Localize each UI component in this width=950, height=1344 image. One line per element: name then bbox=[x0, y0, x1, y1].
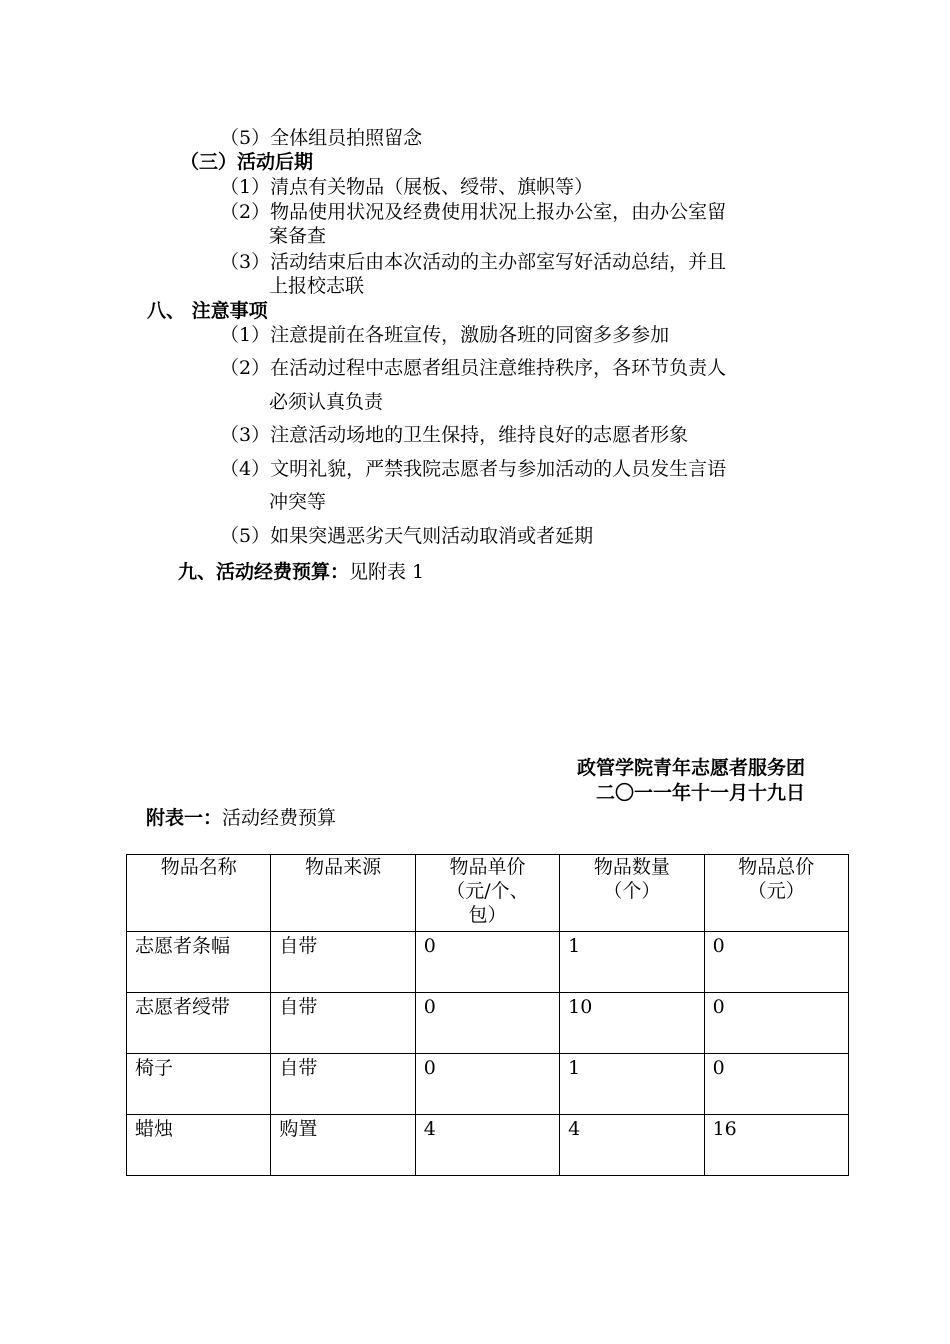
table-row bbox=[127, 993, 849, 1054]
cell-quantity: 1 bbox=[560, 932, 704, 993]
note-1: （1）注意提前在各班宣传，激励各班的同窗多多参加 bbox=[220, 324, 670, 346]
item-2-report-cont: 案备查 bbox=[269, 225, 327, 247]
cell-source: 自带 bbox=[271, 1054, 415, 1115]
appendix-caption: 活动经费预算 bbox=[222, 807, 337, 829]
header-unit-price: 物品单价 （元/个、 包） bbox=[415, 855, 559, 932]
cell-quantity: 1 bbox=[560, 1054, 704, 1115]
header-quantity: 物品数量 （个） bbox=[560, 855, 704, 932]
budget-heading-text: 见附表 1 bbox=[349, 561, 425, 583]
cell-unit-price: 0 bbox=[415, 932, 559, 993]
signature-date: 二〇一一年十一月十九日 bbox=[595, 782, 805, 804]
item-3-summary: （3）活动结束后由本次活动的主办部室写好活动总结，并且 bbox=[220, 251, 727, 273]
note-2: （2）在活动过程中志愿者组员注意维持秩序，各环节负责人 bbox=[220, 357, 727, 379]
cell-unit-price: 0 bbox=[415, 993, 559, 1054]
table-row bbox=[127, 1115, 849, 1176]
table-row bbox=[127, 1054, 849, 1115]
item-5-photo: （5）全体组员拍照留念 bbox=[220, 127, 423, 149]
signature-org: 政管学院青年志愿者服务团 bbox=[576, 757, 805, 779]
note-3: （3）注意活动场地的卫生保持，维持良好的志愿者形象 bbox=[220, 424, 689, 446]
header-item-name: 物品名称 bbox=[127, 855, 271, 932]
table-row bbox=[127, 932, 849, 993]
note-4-cont: 冲突等 bbox=[269, 491, 327, 513]
cell-item-name: 椅子 bbox=[127, 1054, 271, 1115]
item-2-report: （2）物品使用状况及经费使用状况上报办公室，由办公室留 bbox=[220, 201, 727, 223]
item-1-inventory: （1）清点有关物品（展板、绶带、旗帜等） bbox=[220, 176, 594, 198]
cell-quantity: 4 bbox=[560, 1115, 704, 1176]
appendix-label: 附表一： bbox=[146, 807, 223, 829]
cell-unit-price: 0 bbox=[415, 1054, 559, 1115]
cell-quantity: 10 bbox=[560, 993, 704, 1054]
cell-source: 自带 bbox=[271, 993, 415, 1054]
section-heading-budget bbox=[178, 560, 424, 584]
cell-item-name: 志愿者绶带 bbox=[127, 993, 271, 1054]
cell-total: 16 bbox=[704, 1115, 848, 1176]
section-heading-notes: 八、 注意事项 bbox=[147, 300, 268, 322]
header-item-source: 物品来源 bbox=[271, 855, 415, 932]
appendix-title bbox=[146, 806, 336, 830]
budget-table bbox=[126, 854, 849, 1176]
cell-total: 0 bbox=[704, 932, 848, 993]
cell-total: 0 bbox=[704, 993, 848, 1054]
cell-source: 购置 bbox=[271, 1115, 415, 1176]
section-heading-post-activity: （三）活动后期 bbox=[180, 151, 314, 173]
cell-item-name: 志愿者条幅 bbox=[127, 932, 271, 993]
cell-unit-price: 4 bbox=[415, 1115, 559, 1176]
cell-total: 0 bbox=[704, 1054, 848, 1115]
budget-heading-label: 九、活动经费预算： bbox=[178, 561, 350, 583]
table-header-row bbox=[127, 855, 849, 932]
cell-source: 自带 bbox=[271, 932, 415, 993]
cell-item-name: 蜡烛 bbox=[127, 1115, 271, 1176]
note-5: （5）如果突遇恶劣天气则活动取消或者延期 bbox=[220, 525, 594, 547]
note-2-cont: 必须认真负责 bbox=[269, 391, 384, 413]
header-total-price: 物品总价 （元） bbox=[704, 855, 848, 932]
item-3-summary-cont: 上报校志联 bbox=[269, 275, 365, 297]
note-4: （4）文明礼貌，严禁我院志愿者与参加活动的人员发生言语 bbox=[220, 458, 727, 480]
